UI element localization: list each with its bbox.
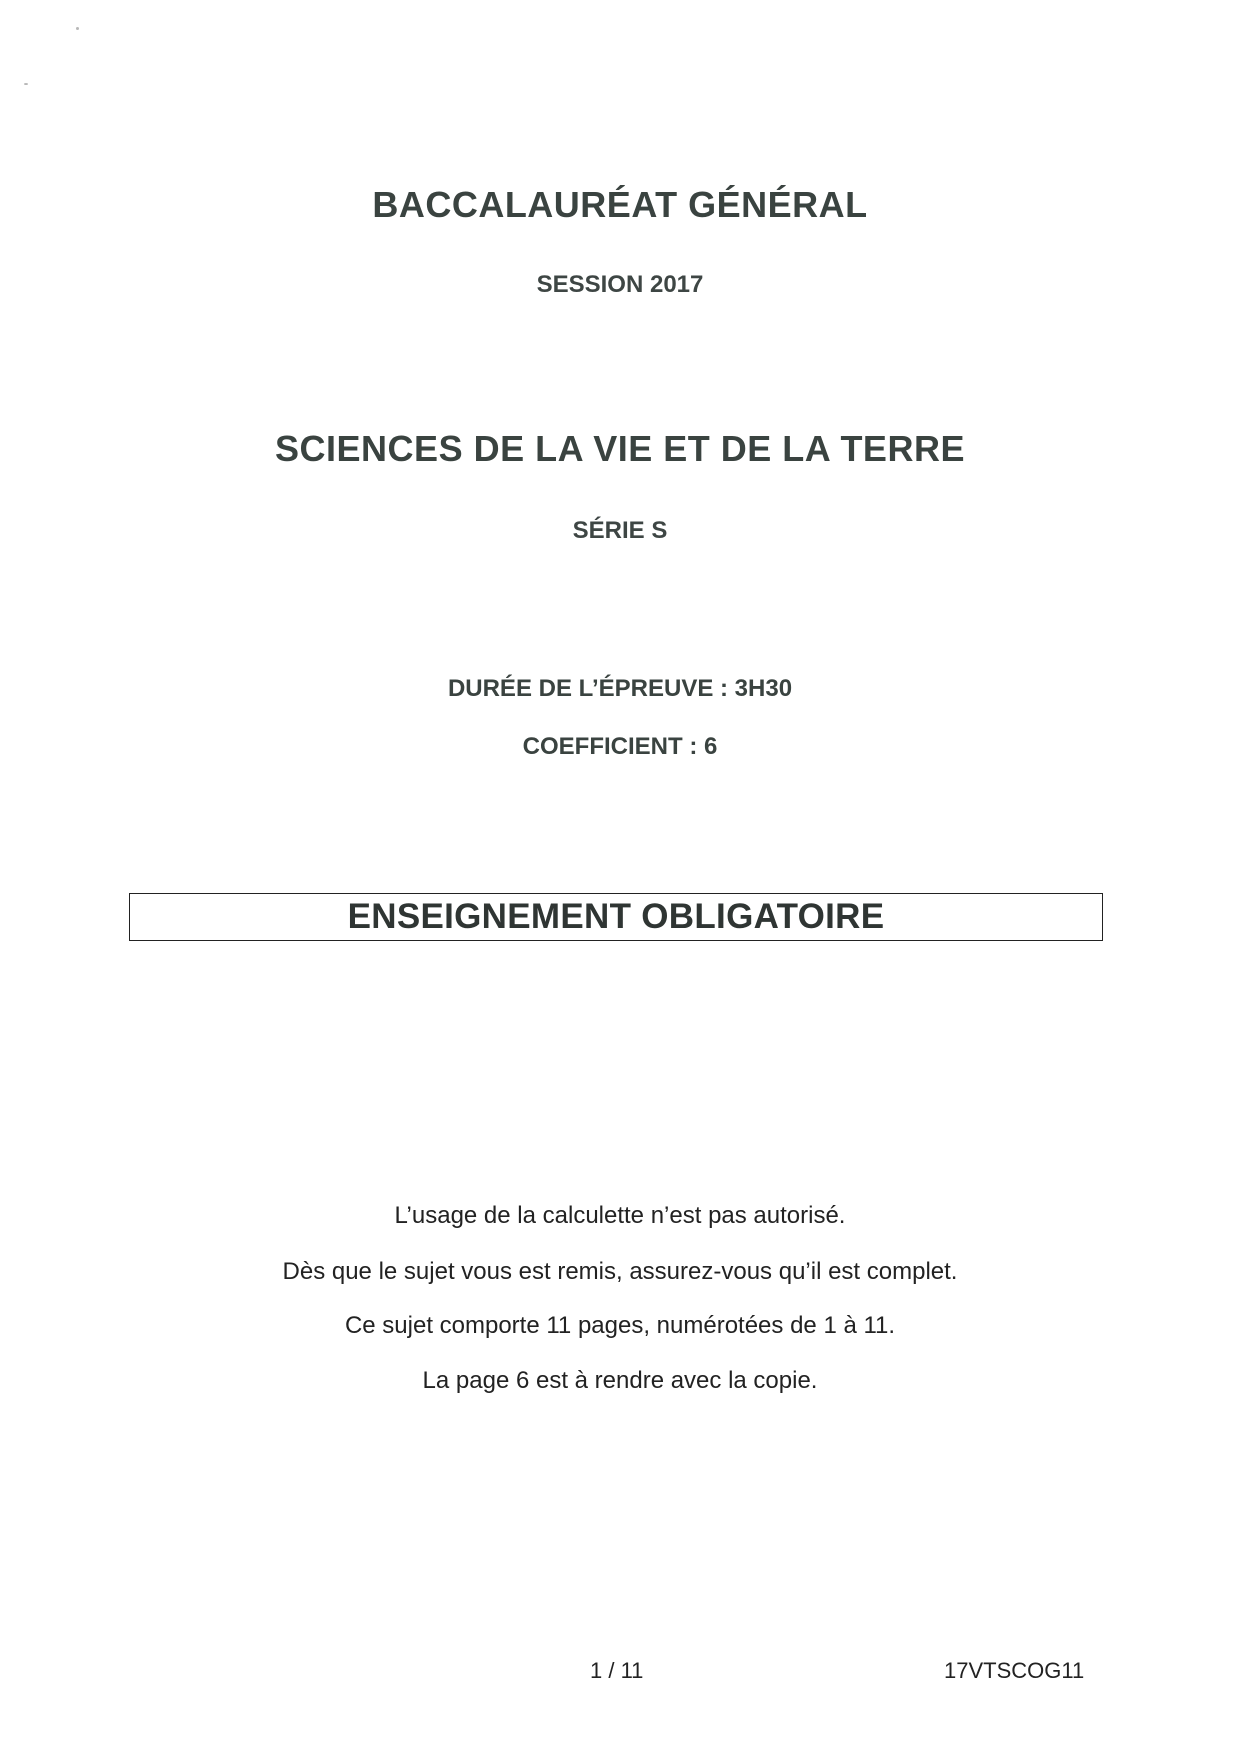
subject-title: SCIENCES DE LA VIE ET DE LA TERRE <box>275 428 965 469</box>
scan-speck <box>24 83 28 85</box>
instruction-line: Dès que le sujet vous est remis, assurez-vous qu’il est complet. <box>282 1258 958 1285</box>
instruction-line: La page 6 est à rendre avec la copie. <box>422 1367 818 1394</box>
exam-duration: DURÉE DE L’ÉPREUVE : 3H30 <box>447 675 793 702</box>
exam-title: BACCALAURÉAT GÉNÉRAL <box>372 184 868 225</box>
exam-coefficient: COEFFICIENT : 6 <box>522 733 718 760</box>
scan-speck <box>76 27 79 30</box>
page-number: 1 / 11 <box>590 1658 644 1683</box>
serie-label: SÉRIE S <box>572 517 668 544</box>
enseignement-label: ENSEIGNEMENT OBLIGATOIRE <box>347 897 885 936</box>
document-code: 17VTSCOG11 <box>944 1658 1085 1683</box>
instruction-line: L’usage de la calculette n’est pas autorisé. <box>394 1202 846 1229</box>
enseignement-box <box>129 893 1103 941</box>
session-label: SESSION 2017 <box>536 271 704 298</box>
instruction-line: Ce sujet comporte 11 pages, numérotées de 1 à 11. <box>344 1312 896 1339</box>
